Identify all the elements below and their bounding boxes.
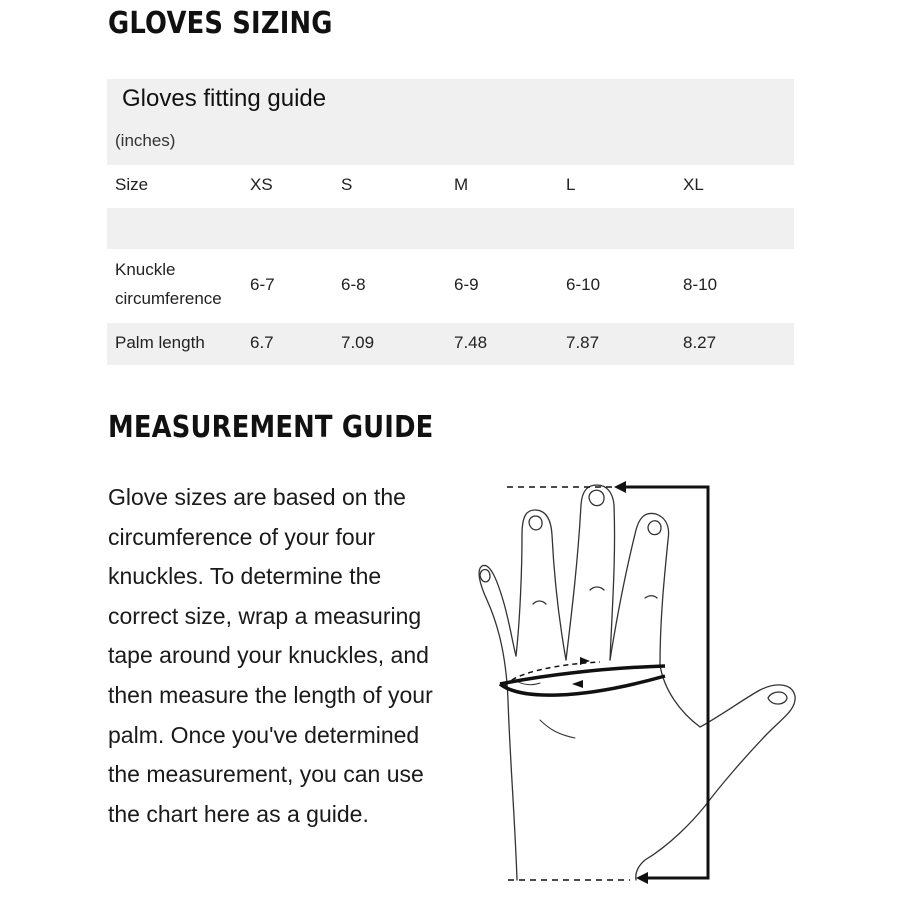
table-cell: 6-8 <box>341 275 366 294</box>
header-xl: XL <box>683 175 704 194</box>
spacer-row <box>107 208 794 249</box>
table-cell: 6-9 <box>454 275 479 294</box>
guide-text: Glove sizes are based on the circumference of your four knuckles. To determine the correct size, wrap a measuring tape around your knuckles, and then measure the length of your palm. Once you've determined the measurement, you can use the chart here as a guide. <box>108 484 433 827</box>
table-cell: 6-7 <box>250 275 275 294</box>
header-l: L <box>566 175 576 194</box>
table-cell: 7.87 <box>566 333 600 352</box>
table-cell: 8-10 <box>683 275 718 294</box>
page-title: GLOVES SIZING <box>108 6 333 41</box>
row-label-palm: Palm length <box>115 333 205 352</box>
table-cell: 8.27 <box>683 333 717 352</box>
row-label-knuckle: Knuckle <box>115 260 176 279</box>
table-cell: 7.48 <box>454 333 488 352</box>
section-title: MEASUREMENT GUIDE <box>108 410 434 445</box>
row-label-circumference: circumference <box>115 289 222 308</box>
header-s: S <box>341 175 353 194</box>
table-title: Gloves fitting guide <box>122 85 327 112</box>
header-size: Size <box>115 175 149 194</box>
table-cell: 7.09 <box>341 333 375 352</box>
table-units: (inches) <box>115 131 176 150</box>
header-xs: XS <box>250 175 273 194</box>
hand-measurement-icon <box>470 470 800 890</box>
table-cell: 6-10 <box>566 275 601 294</box>
header-m: M <box>454 175 469 194</box>
table-cell: 6.7 <box>250 333 274 352</box>
